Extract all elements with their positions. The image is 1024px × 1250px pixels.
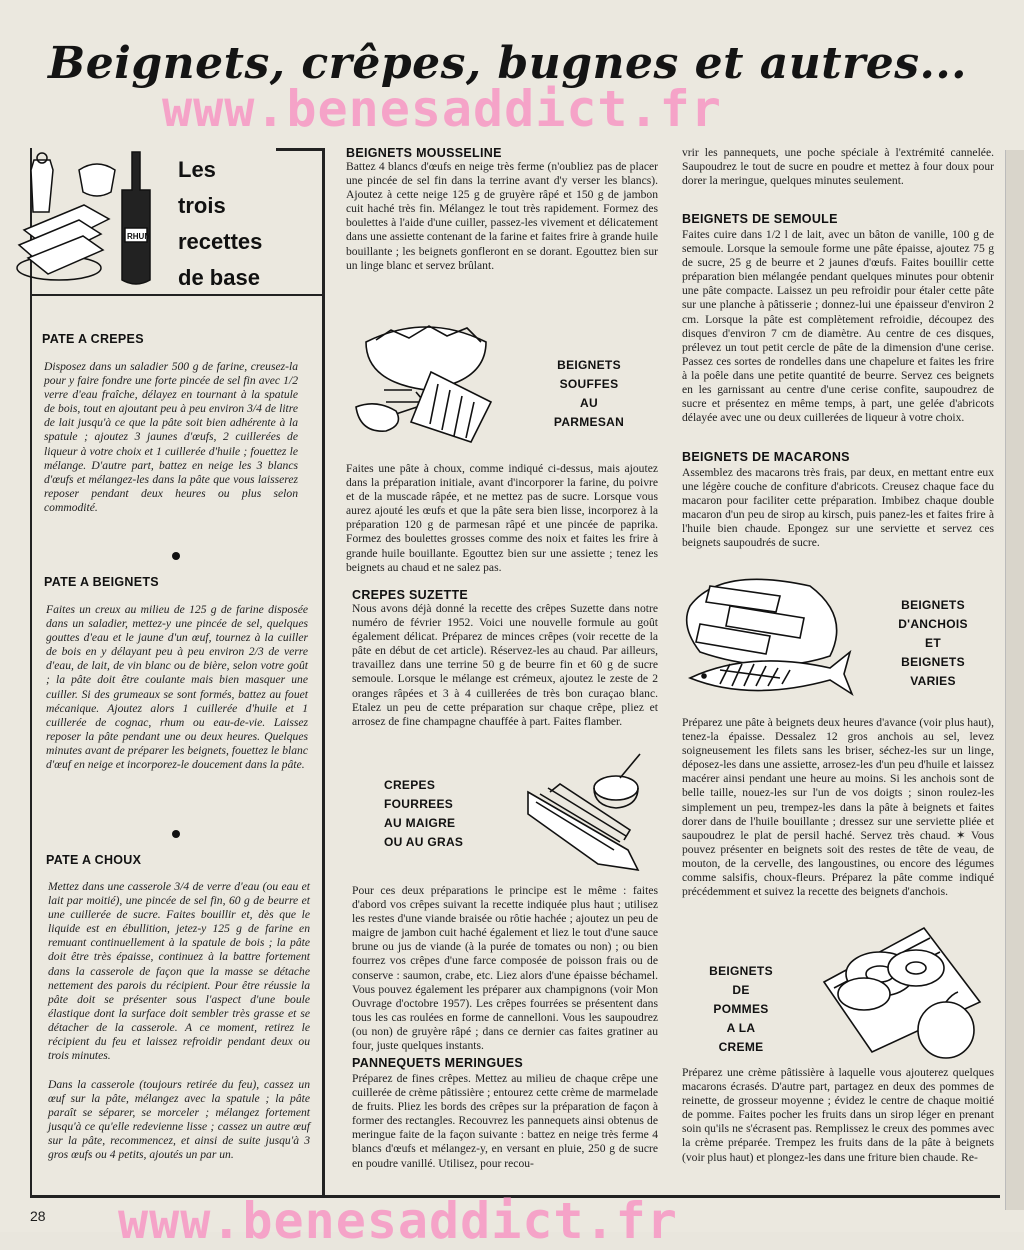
anchois-caption (888, 596, 978, 691)
souffles-illustration (346, 312, 516, 452)
box-heading (178, 152, 262, 296)
pommes-caption (706, 962, 776, 1057)
rum-bottle-illustration (14, 150, 164, 290)
anchois-text: Préparez une pâte à beignets deux heures d'avance (voir plus haut), tenez-la épaisse. Dessalez 12 gros anchois au sel, levez soigneusement les filets sans les briser, séchez-les sur un linge, déposez-les dans une assiette, arrosez-les d'un peu d'huile et laissez macérer ainsi pendant une heure au moins. Si les anchois sont de belle taille, nouez-les sur l'un de vos doigts ; sinon roulez-les simplement un peu, trempez-les dans la pâte à beignets et faites dorer dans de l'huile bouillante ; dressez sur une serviette pliée et saupoudrez le plat de persil haché. Servez très chaud. ✶ Vous pouvez présenter en beignets soit des restes de tête de veau, de mouton, de la cervelle, des langoustines, ou encore des légumes comme salsifis, choux-fleurs. Préparez la pâte comme indiqué précédemment et suivez la recette des beignets d'anchois. (682, 716, 994, 899)
pate-choux-text-2: Dans la casserole (toujours retirée du feu), cassez un œuf sur la pâte, mélangez avec la spatule ; la pâte paraît se séparer, se morceler ; mélangez fortement jusqu'à ce qu'elle redevienne lisse ; cassez un autre œuf sur la pâte, recommencez, et ainsi de suite jusqu'à 3 gros œufs ou 4 petits, ajoutés un par un. (48, 1078, 310, 1162)
watermark-top: www.benesaddict.fr (162, 80, 722, 138)
caption-line: VARIES (910, 674, 956, 688)
box-rule-right (322, 148, 325, 1196)
caption-line: BEIGNETS (901, 655, 965, 669)
page-title: Beignets, crêpes, bugnes et autres... (48, 38, 967, 89)
apple-fritters-illustration (820, 922, 984, 1062)
caption-line: CREPES (384, 778, 436, 792)
pate-crepes-text: Disposez dans un saladier 500 g de farine, creusez-la pour y faire fondre une forte pincée de sel fin avec 1/2 verre d'eau fraîche, délayez en tournant à la spatule de bois, tout en ajoutant peu à peu environ 3/4 de litre de lait jusqu'à ce que la pâte soit bien adhérente à la spatule ; ajoutez 3 jaunes d'œufs, 2 cuillerées de liqueur à votre choix et 1 cuillerée d'huile ; fouettez le mélange. D'autre part, battez en neige les 3 blancs d'œufs et mélangez-les dans la pâte que vous laisserez reposer pendant deux heures ou plus selon commodité. (44, 360, 298, 514)
pate-choux-text-1: Mettez dans une casserole 3/4 de verre d'eau (ou eau et lait par moitié), une pincée de sel fin, 60 g de beurre et une cuillerée de sucre. Faites bouillir et, dès que le liquide est en ébullition, jetez-y 125 g de farine en remuant continuellement à la spatule de bois ; la pâte doit être très épaisse, continuez à la battre fortement dans la casserole de façon que la masse se détache nettement des parois du récipient. Pour être réussie la pâte doit se présenter sous l'aspect d'une boule élastique dont la surface doit sembler très grasse et se détacher de la casserole. A ce moment, retirez le récipient du feu et laissez refroidir pendant deux ou trois minutes. (48, 880, 310, 1063)
anchovy-plate-illustration (680, 566, 860, 714)
pannequets-text: Préparez de fines crêpes. Mettez au milieu de chaque crêpe une cuillerée de crème pâtissière ; entourez cette crème de marmelade de fruits. Pliez les bords des crêpes sur la préparation de façon à former des rectangles. Recouvrez les pannequets ainsi obtenus de meringue faite de la façon suivante : battez en neige très ferme 4 blancs d'œufs et mélangez-y, en versant en pluie, 250 g de sucre en poudre vanillé. Utilisez, pour recou- (352, 1072, 658, 1170)
pommes-text: Préparez une crème pâtissière à laquelle vous ajouterez quelques macarons écrasés. D'autre part, partagez en deux des pommes de reinette, de grosseur moyenne ; évidez le centre de chaque moitié de pomme. Faites pocher les fruits dans un sirop léger en prenant soin qu'ils ne s'écrasent pas. Remplissez le creux des pommes avec la crème préparée. Trempez les fruits dans de la pâte à beignets (voir plus haut) et plongez-les dans une friture bien chaude. Re- (682, 1066, 994, 1164)
mousseline-text: Battez 4 blancs d'œufs en neige très ferme (n'oubliez pas de placer une pincée de sel fin dans la terrine avant d'y verser les blancs). Ajoutez à cette neige 125 g de gruyère râpé et 150 g de jambon cuit haché très fin. Mélangez le tout très rapidement. Formez des boulettes à l'aide d'une cuiller, passez-les vivement et délicatement dans une assiette contenant de la farine et faites frire à grande huile bouillante ; les beignets gonfleront en se dorant. Egouttez bien sur un linge blanc et servez brûlant. (346, 160, 658, 272)
box-rule-top (276, 148, 324, 151)
caption-line: AU PARMESAN (553, 396, 625, 429)
suzette-text: Nous avons déjà donné la recette des crêpes Suzette dans notre numéro de février 1952. Voici une nouvelle formule au goût également délicat. Préparez de minces crêpes (voir recette de la pâte en début de cet article). Réservez-les au chaud. Par ailleurs, travaillez dans une terrine 50 g de beurre fin et 60 g de sucre semoule. Lorsque le mélange est crémeux, ajoutez le zeste de 2 oranges râpées et 3 à 4 cuillerées de très bon curaçao blanc. Etalez un peu de cette préparation sur chaque crêpe, pliez et arrosez de fine champagne chauffée à part. Faites flamber. (352, 602, 658, 728)
caption-line: DE POMMES (713, 983, 769, 1016)
caption-line: OU AU GRAS (384, 835, 464, 849)
mousseline-title: BEIGNETS MOUSSELINE (346, 146, 502, 160)
rhum-label: RHUM (127, 232, 151, 241)
macarons-text: Assemblez des macarons très frais, par deux, en mettant entre eux une légère couche de confiture d'abricots. Creusez chaque face du macaron pour faciliter cette préparation. Imbibez chaque double macaron d'un peu de sirop au kirsch, puis panez-les et faites frire à l'huile bien chaude. Epongez sur une serviette et servez ces beignets saupoudrés de sucre. (682, 466, 994, 550)
macarons-title: BEIGNETS DE MACARONS (682, 450, 850, 464)
watermark-bottom: www.benesaddict.fr (118, 1192, 678, 1250)
box-rule-mid (30, 294, 324, 296)
next-page-edge (1005, 150, 1024, 1210)
caption-line: AU MAIGRE (384, 816, 456, 830)
semoule-text: Faites cuire dans 1/2 l de lait, avec un bâton de vanille, 100 g de semoule. Lorsque la semoule forme une pâte épaisse, ajoutez 75 g de sucre, 25 g de beurre et 2 jaunes d'œufs. Faites bouillir cette préparation bien mélangée pendant quelques minutes pour obtenir une pâte compacte. Laissez un peu refroidir pour étaler cette pâte sur une planche à pâtisserie ; donnez-lui une épaisseur d'environ 2 cm. Lorsque la pâte est complètement refroidie, découpez des disques d'environ 7 cm de diamètre. Au centre de ces disques, prélevez un tout petit cercle de pâte de la dimension d'une cerise. Passez ces sortes de rondelles dans une chapelure et faites les frire à la poêle dans une petite quantité de beurre. Servez ces beignets en les garnissant au centre d'une cerise confite, saupoudrez de sucre et présentez en même temps, à part, une gelée d'abricots délayée avec une ou deux cuillerées de liqueur à votre choix. (682, 228, 994, 425)
souffles-caption (546, 356, 632, 432)
pate-crepes-title: PATE A CREPES (42, 332, 144, 346)
fourrees-caption (384, 776, 463, 852)
caption-line: FOURREES (384, 797, 454, 811)
fourrees-text: Pour ces deux préparations le principe est le même : faites d'abord vos crêpes suivant la recette indiquée plus haut ; utilisez les restes d'une viande braisée ou rôtie hachée ; ajoutez un peu de maigre de jambon cuit haché également et liez le tout d'une sauce brune ou jus de viande (à la purée de tomates ou non) ; ou bien fourrez vos crêpes d'une farce composée de poisson frais ou de conserve : saumon, crabe, etc. Liez alors d'une épaisse béchamel. Vous pouvez également les préparer aux champignons (voir Mon Ouvrage d'octobre 1957). Les crêpes fourrées se présentent dans tous les cas roulées en forme de cannelloni. Vous les saupoudrez (ou non) de gruyère râpé ; dans ce dernier cas faites gratiner au four, juste quelques instants. (352, 884, 658, 1053)
pannequets-title: PANNEQUETS MERINGUES (352, 1056, 524, 1070)
box-heading-line: de base (178, 265, 260, 290)
caption-line: D'ANCHOIS (898, 617, 968, 631)
pate-choux-title: PATE A CHOUX (46, 853, 142, 867)
caption-line: BEIGNETS (709, 964, 773, 978)
crepes-dish-illustration (520, 748, 660, 878)
pate-beignets-title: PATE A BEIGNETS (44, 575, 159, 589)
caption-line: BEIGNETS (901, 598, 965, 612)
semoule-title: BEIGNETS DE SEMOULE (682, 212, 838, 226)
box-heading-line: trois (178, 193, 226, 218)
section-bullet (172, 830, 180, 838)
caption-line: BEIGNETS (557, 358, 621, 372)
pate-beignets-text: Faites un creux au milieu de 125 g de farine disposée dans un saladier, mettez-y une pincée de sel, quelques gouttes d'eau et le jaune d'un œuf, tournez à la cuiller de bois en y délayant peu à peu environ 2/3 de verre d'eau, de lait, de vin blanc ou de bière, selon votre goût ; la pâte doit être coulante mais bien masquer une cuiller. Si des grumeaux se sont formés, battez au fouet mécanique. Ajoutez alors 1 cuillerée d'huile et 1 cuillerée de cognac, rhum ou eau-de-vie. Laissez reposer la pâte pendant une ou deux heures. Quelques minutes avant de préparer les beignets, fouettez le blanc d'œuf en neige et incorporez-le doucement dans la pâte. (46, 603, 308, 772)
section-bullet (172, 552, 180, 560)
caption-line: SOUFFES (559, 377, 619, 391)
box-heading-line: recettes (178, 229, 263, 254)
box-heading-line: Les (178, 157, 216, 182)
souffles-text: Faites une pâte à choux, comme indiqué ci-dessus, mais ajoutez dans la préparation initiale, avant d'incorporer la farine, du poivre et de la muscade râpée, et ne mettez pas de sucre. Lorsque vous aurez ajouté les œufs et que la pâte sera bien lisse, incorporez à la préparation 120 g de parmesan râpé et une pincée de paprika. Formez des boulettes grosses comme des noix et faites les frire à grande huile bouillante. Egouttez bien sur une assiette ; tenez les beignets au chaud et ne salez pas. (346, 462, 658, 574)
caption-line: ET (925, 636, 941, 650)
page-number: 28 (30, 1208, 46, 1224)
pannequets-continued: vrir les pannequets, une poche spéciale à l'extrémité cannelée. Saupoudrez le tout de sucre en poudre et mettez à four doux pour dorer la meringue, quelques minutes seulement. (682, 146, 994, 188)
caption-line: A LA CREME (718, 1021, 764, 1054)
suzette-title: CREPES SUZETTE (352, 588, 469, 602)
